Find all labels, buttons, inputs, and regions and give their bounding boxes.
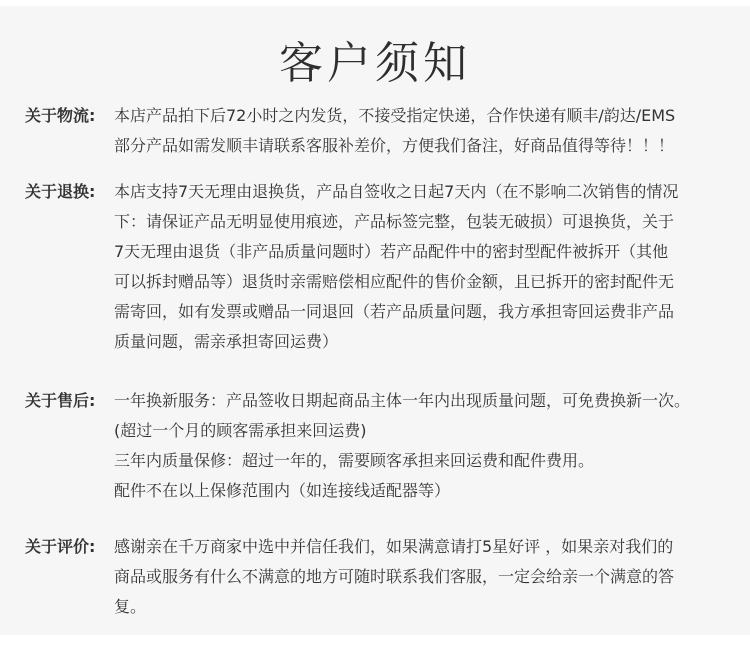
- section-text-line: 下：请保证产品无明显使用痕迹，产品标签完整，包装无破损）可退换货，关于: [114, 212, 675, 231]
- section-text-line: 三年内质量保修：超过一年的，需要顾客承担来回运费和配件费用。: [114, 451, 595, 470]
- section-text-line: 一年换新服务：产品签收日期起商品主体一年内出现质量问题，可免费换新一次。: [114, 391, 691, 410]
- section-text-line: 配件不在以上保修范围内（如连接线适配器等）: [114, 481, 451, 500]
- page-title: 客户须知: [279, 38, 471, 89]
- section-text-line: 需寄回，如有发票或赠品一同退回（若产品质量问题，我方承担寄回运费非产品: [114, 302, 675, 321]
- section-text-line: 本店支持7天无理由退换货，产品自签收之日起7天内（在不影响二次销售的情况: [114, 182, 679, 201]
- section-label: 关于评价:: [25, 537, 96, 556]
- section-text-line: 部分产品如需发顺丰请联系客服补差价，方便我们备注，好商品值得等待！！！: [114, 136, 675, 155]
- section-label: 关于物流:: [25, 106, 96, 125]
- section-text-line: 可以拆封赠品等）退货时亲需赔偿相应配件的售价金额，且已拆开的密封配件无: [114, 272, 675, 291]
- section-label: 关于退换:: [25, 182, 96, 201]
- section-text-line: 感谢亲在千万商家中选中并信任我们，如果满意请打5星好评 ，如果亲对我们的: [114, 537, 674, 556]
- section-text-line: 质量问题，需亲承担寄回运费）: [114, 332, 339, 351]
- section-text-line: 7天无理由退货（非产品质量问题时）若产品配件中的密封型配件被拆开（其他: [114, 242, 669, 261]
- section-text-line: 商品或服务有什么不满意的地方可随时联系我们客服，一定会给亲一个满意的答: [114, 567, 675, 586]
- section-text-line: 本店产品拍下后72小时之内发货，不接受指定快递，合作快递有顺丰/韵达/EMS: [114, 106, 676, 125]
- section-label: 关于售后:: [25, 391, 96, 410]
- section-text-line: (超过一个月的顾客需承担来回运费): [114, 421, 367, 440]
- notice-panel: [0, 6, 750, 635]
- section-text-line: 复。: [114, 597, 147, 616]
